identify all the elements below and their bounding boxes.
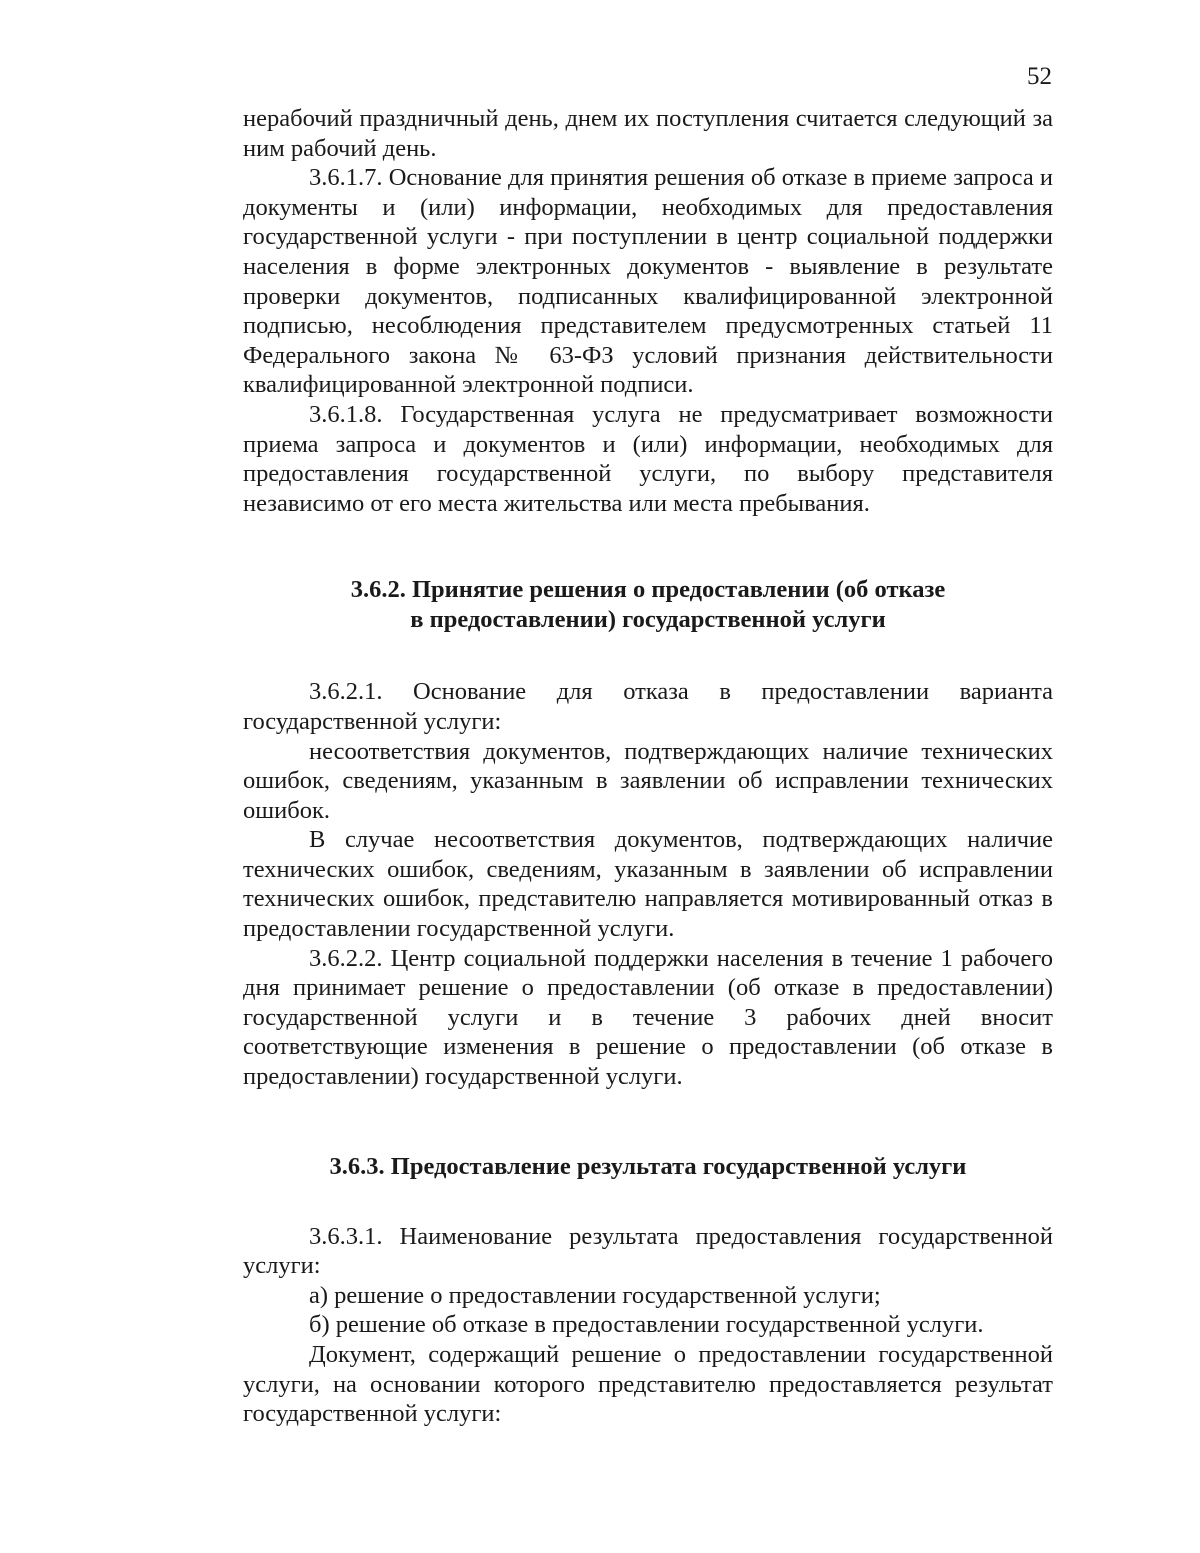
paragraph: 3.6.2.2. Центр социальной поддержки населения в течение 1 рабочего дня принимает решение о предоставлении (об отказе в предоставлении) государственной услуги и в течение 3 рабочих дней вносит соответствующие изменения в решение о предоставлении (об отказе в предоставлении) государственной услуги.	[243, 944, 1053, 1091]
paragraph: Документ, содержащий решение о предоставлении государственной услуги, на основании которого представителю предоставляется результат государственной услуги:	[243, 1341, 1053, 1428]
list-item: а) решение о предоставлении государственной услуги;	[309, 1281, 881, 1309]
paragraph: нерабочий праздничный день, днем их поступления считается следующий за ним рабочий день.	[243, 105, 1053, 162]
paragraph: несоответствия документов, подтверждающих наличие технических ошибок, сведениям, указанным в заявлении об исправлении технических ошибок.	[243, 737, 1053, 824]
heading-line: 3.6.2. Принятие решения о предоставлении (об отказе	[350, 576, 946, 604]
list-item: б) решение об отказе в предоставлении государственной услуги.	[309, 1311, 984, 1339]
section-heading-3-6-2	[243, 575, 1053, 635]
paragraph: 3.6.3.1. Наименование результата предоставления государственной услуги:	[243, 1222, 1053, 1280]
paragraph: 3.6.1.7. Основание для принятия решения об отказе в приеме запроса и документы и (или) информации, необходимых для предоставления государственной услуги - при поступлении в центр социальной поддержки населения в форме электронных документов - выявление в результате проверки документов, подписанных квалифицированной электронной подписью, несоблюдения представителем предусмотренных статьей 11 Федерального закона № 63-ФЗ условий признания действительности квалифицированной электронной подписи.	[243, 164, 1053, 399]
page-number: 52	[1027, 63, 1052, 90]
paragraph: 3.6.1.8. Государственная услуга не предусматривает возможности приема запроса и документов и (или) информации, необходимых для предоставления государственной услуги, по выбору представителя независимо от его места жительства или места пребывания.	[243, 400, 1053, 517]
document-body	[243, 104, 1053, 1429]
paragraph: 3.6.2.1. Основание для отказа в предоставлении варианта государственной услуги:	[243, 678, 1053, 735]
heading-line: в предоставлении) государственной услуги	[410, 606, 886, 634]
section-heading-3-6-3: 3.6.3. Предоставление результата государственной услуги	[329, 1152, 967, 1180]
paragraph: В случае несоответствия документов, подтверждающих наличие технических ошибок, сведениям, указанным в заявлении об исправлении технических ошибок, представителю направляется мотивированный отказ в предоставлении государственной услуги.	[243, 826, 1053, 943]
